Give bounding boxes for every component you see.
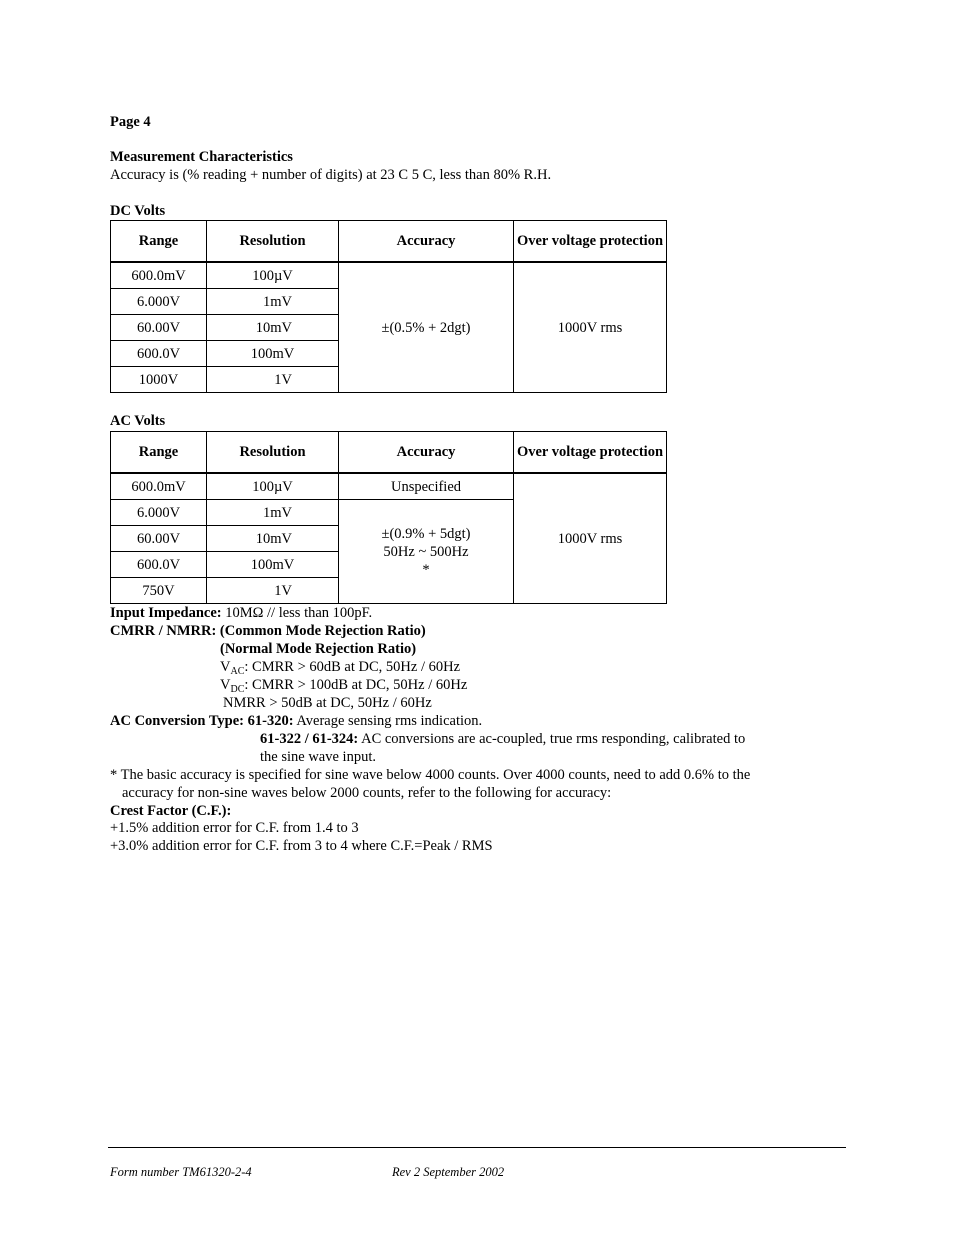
range-cell: 60.00V [111,526,207,552]
range-cell: 600.0mV [111,473,207,500]
footer-revision: Rev 2 September 2002 [392,1165,505,1179]
range-cell: 60.00V [111,315,207,341]
resolution-cell: 10mV [207,526,339,552]
vdc-symbol: V [220,677,231,693]
header-resolution: Resolution [207,432,339,474]
accuracy-footnote-mark: * [422,561,430,578]
resolution-cell: 1mV [207,500,339,526]
resolution-cell: 100µV [207,473,339,500]
vdc-subscript: DC [230,684,245,695]
range-cell: 600.0V [111,341,207,367]
ac-volts-title: AC Volts [110,413,166,429]
header-protection: Over voltage protection [514,432,667,474]
range-cell: 6.000V [111,500,207,526]
header-resolution: Resolution [207,221,339,263]
accuracy-line: Accuracy is (% reading + number of digits) at 23 C 5 C, less than 80% R.H. [110,167,552,183]
ac-conversion-text-3: the sine wave input. [260,749,376,765]
ac-conversion-2 [260,730,745,748]
dc-volts-table [110,220,667,393]
protection-cell: 1000V rms [514,262,667,393]
table-row [111,262,667,289]
header-range: Range [111,432,207,474]
note-line-1: * The basic accuracy is specified for sine wave below 4000 counts. Over 4000 counts, need to add 0.6% to the [110,767,751,783]
ac-conversion-label-2: 61-322 / 61-324: [260,731,359,747]
ac-conversion-text: Average sensing rms indication. [296,713,483,729]
ac-conversion-label: AC Conversion Type: 61-320: [110,713,294,729]
footer-divider [108,1147,846,1148]
nmrr-value: NMRR > 50dB at DC, 50Hz / 60Hz [223,695,432,711]
crest-line-1: +1.5% addition error for C.F. from 1.4 to 3 [110,820,359,836]
header-protection: Over voltage protection [514,221,667,263]
page-label: Page 4 [110,114,151,130]
vdc-text: : CMRR > 100dB at DC, 50Hz / 60Hz [244,677,468,693]
accuracy-frequency: 50Hz ~ 500Hz [383,543,469,560]
range-cell: 600.0V [111,552,207,578]
ac-conversion [110,712,482,730]
range-cell: 600.0mV [111,262,207,289]
range-cell: 1000V [111,367,207,393]
resolution-cell: 1V [207,578,339,604]
crest-label: Crest Factor (C.F.): [110,803,232,819]
accuracy-cell [339,500,514,604]
input-impedance [110,604,372,622]
header-range: Range [111,221,207,263]
input-impedance-value: 10MΩ // less than 100pF. [225,605,373,621]
measurement-heading: Measurement Characteristics [110,149,293,165]
resolution-cell: 100mV [207,552,339,578]
footer-form-number: Form number TM61320-2-4 [110,1165,252,1179]
accuracy-cell: ±(0.5% + 2dgt) [339,262,514,393]
input-impedance-label: Input Impedance: [110,605,222,621]
note-line-2: accuracy for non-sine waves below 2000 counts, refer to the following for accuracy: [122,785,612,801]
vac-text: : CMRR > 60dB at DC, 50Hz / 60Hz [244,659,461,675]
nmrr-label: (Normal Mode Rejection Ratio) [220,641,417,657]
crest-line-2: +3.0% addition error for C.F. from 3 to 4 where C.F.=Peak / RMS [110,838,493,854]
resolution-cell: 1mV [207,289,339,315]
ac-volts-table [110,431,667,604]
ac-conversion-text-2: AC conversions are ac-coupled, true rms responding, calibrated to [361,731,746,747]
range-cell: 6.000V [111,289,207,315]
resolution-cell: 1V [207,367,339,393]
vac-cmrr [220,658,460,676]
protection-cell: 1000V rms [514,473,667,604]
accuracy-cell-unspecified: Unspecified [339,473,514,500]
range-cell: 750V [111,578,207,604]
resolution-cell: 100µV [207,262,339,289]
accuracy-value: ±(0.9% + 5dgt) [381,525,471,542]
header-accuracy: Accuracy [339,221,514,263]
vac-symbol: V [220,659,231,675]
resolution-cell: 10mV [207,315,339,341]
vdc-cmrr [220,676,467,694]
header-accuracy: Accuracy [339,432,514,474]
cmrr-label: CMRR / NMRR: (Common Mode Rejection Ratio) [110,623,426,639]
dc-volts-title: DC Volts [110,203,166,219]
table-row [111,473,667,500]
vac-subscript: AC [230,666,245,677]
resolution-cell: 100mV [207,341,339,367]
